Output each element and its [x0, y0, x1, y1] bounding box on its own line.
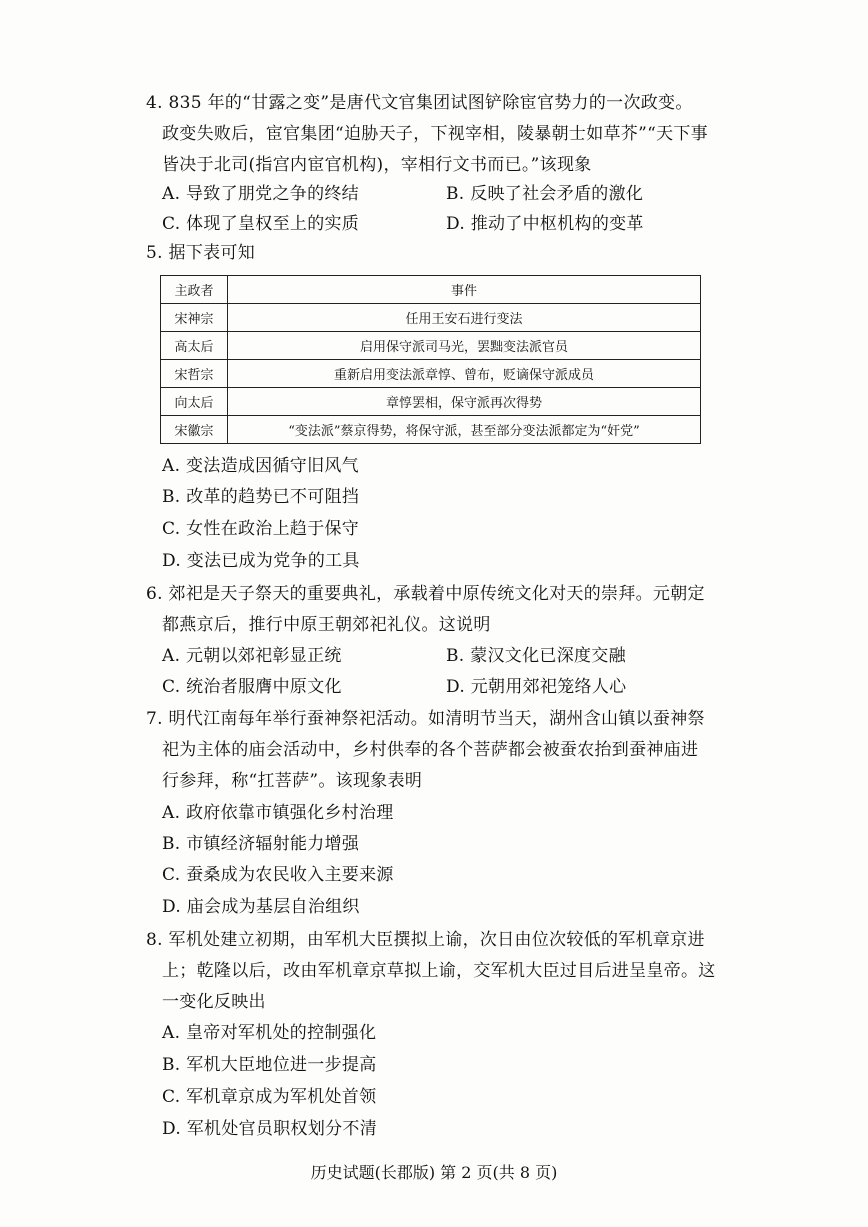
- table-cell-ruler: 向太后: [161, 388, 228, 416]
- table-header-row: [161, 276, 701, 304]
- question-4-option-a[interactable]: A. 导致了朋党之争的终结: [162, 184, 359, 204]
- table-cell-ruler: 宋神宗: [161, 304, 228, 332]
- question-8-option-d[interactable]: D. 军机处官员职权划分不清: [162, 1119, 378, 1139]
- table-cell-event: 启用保守派司马光，罢黜变法派官员: [228, 332, 701, 360]
- question-7-option-d[interactable]: D. 庙会成为基层自治组织: [162, 897, 360, 917]
- question-7-line-3: 行参拜，称“扛菩萨”。该现象表明: [162, 771, 423, 791]
- question-4-line-2: 政变失败后，宦官集团“迫胁天子，下视宰相，陵暴朝士如草芥”“天下事: [162, 124, 708, 144]
- question-8-line-3: 一变化反映出: [162, 992, 266, 1012]
- question-7-option-b[interactable]: B. 市镇经济辐射能力增强: [162, 834, 360, 854]
- question-6-line-2: 都燕京后，推行中原王朝郊祀礼仪。这说明: [162, 615, 491, 635]
- table-header: 事件: [228, 276, 701, 304]
- table-cell-event: 章惇罢相，保守派再次得势: [228, 388, 701, 416]
- question-8-option-c[interactable]: C. 军机章京成为军机处首领: [162, 1087, 377, 1107]
- question-6-option-b[interactable]: B. 蒙汉文化已深度交融: [446, 646, 626, 666]
- question-8-option-b[interactable]: B. 军机大臣地位进一步提高: [162, 1055, 377, 1075]
- table-header: 主政者: [161, 276, 228, 304]
- table-cell-event: “变法派”蔡京得势，将保守派，甚至部分变法派都定为“奸党”: [228, 416, 701, 444]
- table-row: [161, 332, 701, 360]
- question-6-option-a[interactable]: A. 元朝以郊祀彰显正统: [162, 646, 342, 666]
- table-cell-ruler: 高太后: [161, 332, 228, 360]
- question-6-line-1: 6. 郊祀是天子祭天的重要典礼，承载着中原传统文化对天的崇拜。元朝定: [146, 584, 705, 604]
- table-cell-ruler: 宋哲宗: [161, 360, 228, 388]
- events-table: [160, 275, 701, 444]
- question-7-line-1: 7. 明代江南每年举行蚕神祭祀活动。如清明节当天，湖州含山镇以蚕神祭: [146, 709, 705, 729]
- question-8-line-1: 8. 军机处建立初期，由军机大臣撰拟上谕，次日由位次较低的军机章京进: [146, 930, 705, 950]
- table-row: [161, 360, 701, 388]
- question-4-option-c[interactable]: C. 体现了皇权至上的实质: [162, 214, 360, 234]
- question-5-option-b[interactable]: B. 改革的趋势已不可阻挡: [162, 487, 360, 507]
- question-4-option-d[interactable]: D. 推动了中枢机构的变革: [446, 214, 644, 234]
- table-cell-ruler: 宋徽宗: [161, 416, 228, 444]
- question-5-stem: 5. 据下表可知: [146, 243, 256, 263]
- table-cell-event: 重新启用变法派章惇、曾布，贬谪保守派成员: [228, 360, 701, 388]
- question-8-option-a[interactable]: A. 皇帝对军机处的控制强化: [162, 1023, 377, 1043]
- table-row: [161, 304, 701, 332]
- question-7-option-a[interactable]: A. 政府依靠市镇强化乡村治理: [162, 803, 394, 823]
- question-5-option-d[interactable]: D. 变法已成为党争的工具: [162, 551, 360, 571]
- question-4-line-3: 皆决于北司(指宫内宦官机构)，宰相行文书而已。”该现象: [162, 155, 592, 175]
- table-row: [161, 388, 701, 416]
- question-5-option-a[interactable]: A. 变法造成因循守旧风气: [162, 456, 359, 476]
- question-6-option-d[interactable]: D. 元朝用郊祀笼络人心: [446, 677, 627, 697]
- question-4-option-b[interactable]: B. 反映了社会矛盾的激化: [446, 184, 644, 204]
- question-6-option-c[interactable]: C. 统治者服膺中原文化: [162, 677, 342, 697]
- table-cell-event: 任用王安石进行变法: [228, 304, 701, 332]
- table-row: [161, 416, 701, 444]
- page-footer: 历史试题(长郡版) 第 2 页(共 8 页): [310, 1163, 558, 1182]
- question-8-line-2: 上；乾隆以后，改由军机章京草拟上谕，交军机大臣过目后进呈皇帝。这: [162, 961, 716, 981]
- question-4-line-1: 4. 835 年的“甘露之变”是唐代文官集团试图铲除宦官势力的一次政变。: [146, 93, 693, 113]
- question-7-line-2: 祀为主体的庙会活动中，乡村供奉的各个菩萨都会被蚕农抬到蚕神庙进: [162, 740, 699, 760]
- question-5-option-c[interactable]: C. 女性在政治上趋于保守: [162, 519, 360, 539]
- question-7-option-c[interactable]: C. 蚕桑成为农民收入主要来源: [162, 865, 394, 885]
